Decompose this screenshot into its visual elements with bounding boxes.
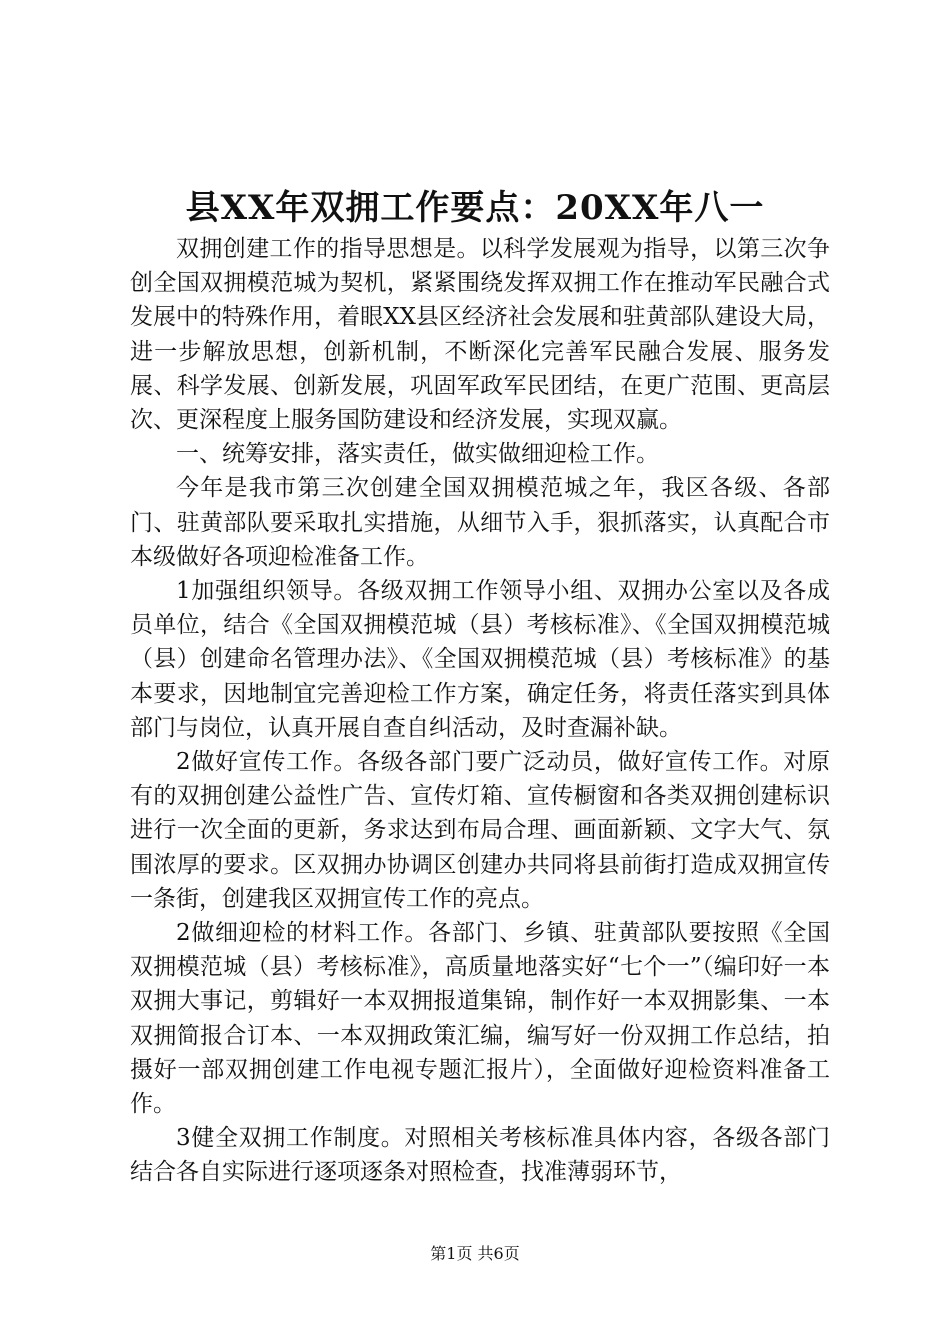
document-body [130, 232, 830, 1190]
page-number: 第1页 共6页 [430, 1244, 520, 1263]
paragraph-inspection-materials: 2做细迎检的材料工作。各部门、乡镇、驻黄部队要按照《全国双拥模范城（县）考核标准》，高质量地落实好“七个一”（编印好一本双拥大事记，剪辑好一本双拥报道集锦，制作好一本双拥影集、一本双拥简报合订本、一本双拥政策汇编，编写好一份双拥工作总结，拍摄好一部双拥创建工作电视专题汇报片），全面做好迎检资料准备工作。 [130, 920, 830, 1118]
paragraph-work-system: 3健全双拥工作制度。对照相关考核标准具体内容，各级各部门结合各自实际进行逐项逐条对照检查，找准薄弱环节， [130, 1125, 830, 1186]
paragraph-inspection-year: 今年是我市第三次创建全国双拥模范城之年，我区各级、各部门、驻黄部队要采取扎实措施，从细节入手，狠抓落实，认真配合市本级做好各项迎检准备工作。 [130, 475, 830, 570]
paragraph-publicity-work: 2做好宣传工作。各级各部门要广泛动员，做好宣传工作。对原有的双拥创建公益性广告、宣传灯箱、宣传橱窗和各类双拥创建标识进行一次全面的更新，务求达到布局合理、画面新颖、文字大气、氛围浓厚的要求。区双拥办协调区创建办共同将县前街打造成双拥宣传一条街，创建我区双拥宣传工作的亮点。 [130, 749, 830, 912]
section-heading-1: 一、统筹安排，落实责任，做实做细迎检工作。 [176, 441, 659, 468]
paragraph-guiding-ideology: 双拥创建工作的指导思想是。以科学发展观为指导，以第三次争创全国双拥模范城为契机，紧紧围绕发挥双拥工作在推动军民融合式发展中的特殊作用，着眼XX县区经济社会发展和驻黄部队建设大局，进一步解放思想，创新机制，不断深化完善军民融合发展、服务发展、科学发展、创新发展，巩固军政军民团结，在更广范围、更高层次、更深程度上服务国防建设和经济发展，实现双赢。 [130, 236, 830, 434]
document-title: 县XX年双拥工作要点：20XX年八一 [185, 188, 765, 228]
paragraph-organization-leadership: 1加强组织领导。各级双拥工作领导小组、双拥办公室以及各成员单位，结合《全国双拥模范城（县）考核标准》、《全国双拥模范城（县）创建命名管理办法》、《全国双拥模范城（县）考核标准》的基本要求，因地制宜完善迎检工作方案，确定任务，将责任落实到具体部门与岗位，认真开展自查自纠活动，及时查漏补缺。 [130, 578, 830, 741]
